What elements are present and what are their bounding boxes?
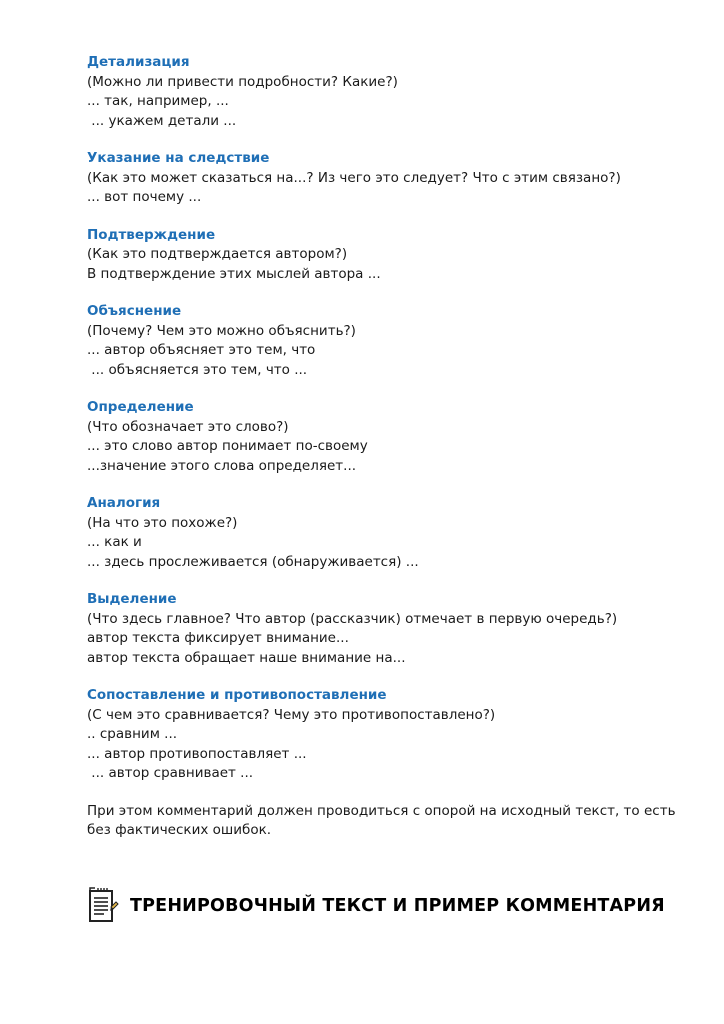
section-highlighting [87, 590, 677, 668]
section-line: В подтверждение этих мыслей автора ... [87, 265, 381, 282]
section-definition [87, 398, 677, 476]
section-heading: Сопоставление и противопоставление [87, 687, 387, 703]
section-line: (Почему? Чем это можно объяснить?) [87, 322, 356, 339]
section-heading: Аналогия [87, 495, 161, 511]
training-section-header [87, 887, 665, 925]
document-icon [87, 887, 119, 925]
section-line: ... автор противопоставляет ... [87, 745, 307, 762]
section-line: ... как и [87, 534, 142, 550]
section-line: (Что обозначает это слово?) [87, 418, 289, 435]
document-body [87, 53, 677, 841]
section-comparison [87, 686, 677, 784]
section-heading: Объяснение [87, 303, 182, 319]
section-line: (Можно ли привести подробности? Какие?) [87, 73, 398, 90]
section-heading: Детализация [87, 54, 190, 70]
section-line: ... автор сравнивает ... [87, 765, 254, 781]
section-line: ... так, например, ... [87, 93, 229, 109]
section-heading: Подтверждение [87, 226, 216, 243]
section-line: (Как это подтверждается автором?) [87, 246, 348, 262]
section-line: (Как это может сказаться на...? Из чего это следует? Что с этим связано?) [87, 169, 621, 186]
section-line: ... это слово автор понимает по-своему [87, 438, 368, 454]
section-line: ... вот почему ... [87, 189, 202, 205]
section-confirmation [87, 226, 677, 285]
section-explanation [87, 302, 677, 380]
section-line: (Что здесь главное? Что автор (рассказчик) отмечает в первую очередь?) [87, 610, 618, 627]
section-detalization [87, 53, 677, 131]
section-line: .. сравним ... [87, 726, 178, 742]
section-line: (На что это похоже?) [87, 514, 238, 531]
note-line: При этом комментарий должен проводиться с опорой на исходный текст, то есть [87, 802, 676, 819]
section-consequence [87, 149, 677, 208]
note-line: без фактических ошибок. [87, 822, 272, 838]
section-line: ... объясняется это тем, что ... [87, 361, 308, 378]
section-line: автор текста фиксирует внимание... [87, 630, 349, 646]
section-analogy [87, 494, 677, 572]
section-line: ...значение этого слова определяет... [87, 457, 357, 474]
training-section-title: ТРЕНИРОВОЧНЫЙ ТЕКСТ И ПРИМЕР КОММЕНТАРИЯ [130, 896, 665, 916]
section-line: (С чем это сравнивается? Чему это противопоставлено?) [87, 706, 496, 723]
section-line: ... укажем детали ... [87, 112, 237, 129]
section-heading: Выделение [87, 591, 177, 607]
section-line: автор текста обращает наше внимание на... [87, 649, 406, 666]
closing-note [87, 802, 677, 841]
section-line: ... здесь прослеживается (обнаруживается) ... [87, 553, 419, 570]
section-line: ... автор объясняет это тем, что [87, 342, 316, 358]
section-heading: Определение [87, 399, 194, 415]
section-heading: Указание на следствие [87, 150, 270, 166]
